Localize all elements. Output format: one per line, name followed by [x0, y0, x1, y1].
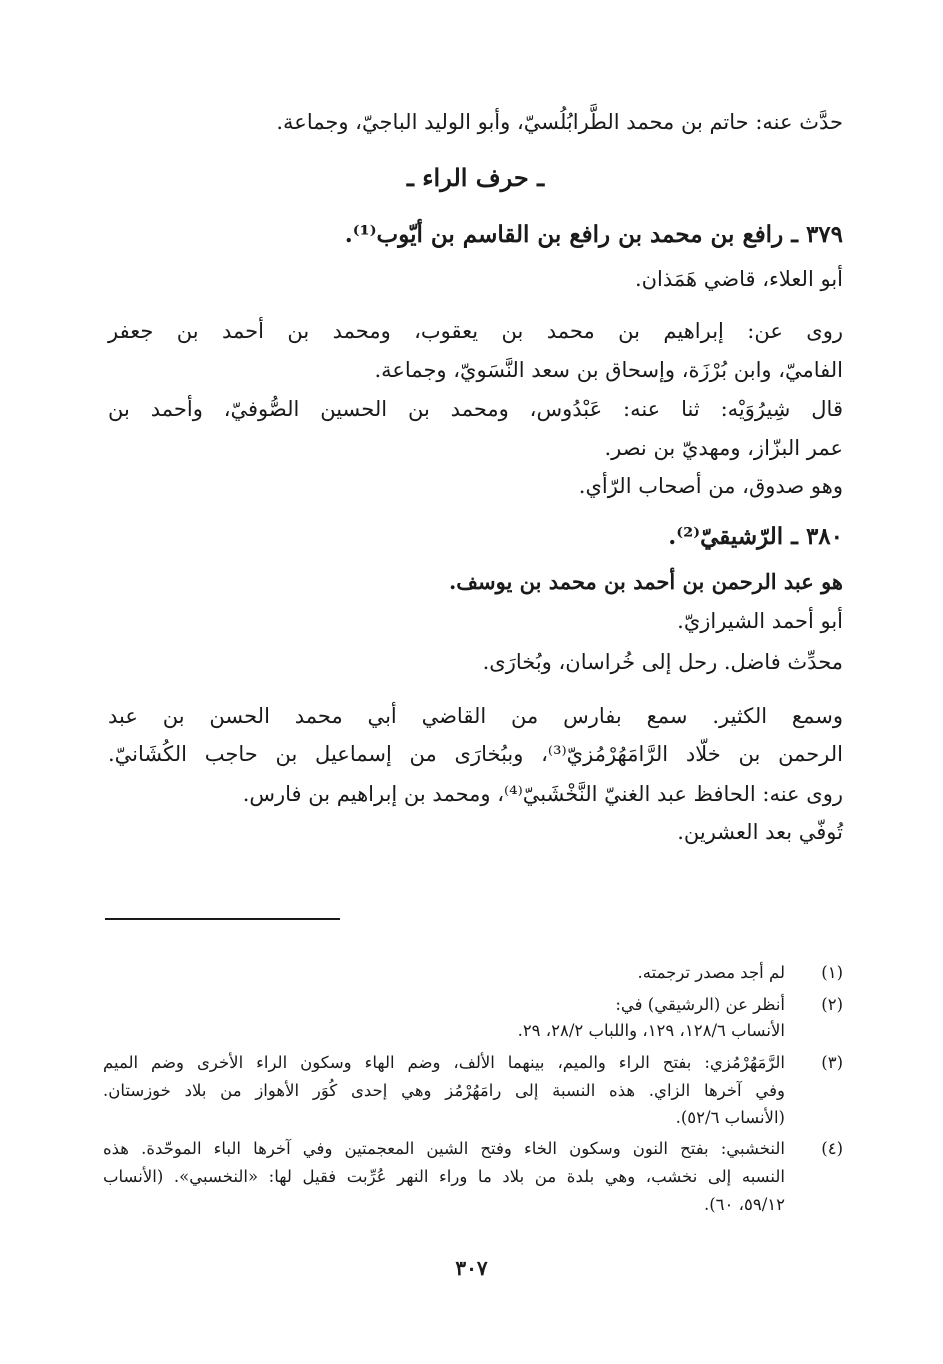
footnote-text: ٥٩/١٢، ٦٠). — [703, 1195, 785, 1214]
footnote-divider — [105, 918, 340, 920]
text-line: محدِّث فاضل. رحل إلى خُراسان، وبُخارَى. — [482, 650, 843, 674]
text-line: روى عن: إبراهيم بن محمد بن يعقوب، ومحمد بن أحمد بن جعفر — [108, 319, 843, 343]
footnote-text: الأنساب ١٢٨/٦، ١٢٩، واللباب ٢٨/٢، ٢٩. — [517, 1021, 785, 1040]
text-line: وهو صدوق، من أصحاب الرّأي. — [578, 474, 843, 498]
text-line: عمر البزّاز، ومهديّ بن نصر. — [604, 436, 843, 460]
footnote-text: النخشبي: بفتح النون وسكون الخاء وفتح الشين المعجمتين وفي آخرها الباء الموحّدة. هذه — [103, 1139, 785, 1158]
footnote-number: (٤) — [821, 1139, 843, 1158]
footnote-number: (١) — [821, 963, 843, 982]
text-line: الفاميّ، وابن بُرْزَة، وإسحاق بن سعد النَّسَويّ، وجماعة. — [374, 358, 843, 382]
footnote-text: النسبه إلى نخشب، وهي بلدة من بلاد ما وراء النهر عُرِّبت فقيل لها: «النخسبي». (الأنساب — [103, 1167, 785, 1186]
entry-title: ٣٧٩ ـ رافع بن محمد بن رافع بن القاسم بن أيّوب⁽¹⁾. — [344, 221, 843, 248]
text-line: أبو أحمد الشيرازيّ. — [677, 609, 843, 633]
text-line: الرحمن بن خلّاد الرَّامَهُرْمُزيّ⁽³⁾، وببُخارَى من إسماعيل بن حاجب الكُشَانيّ. — [108, 742, 843, 766]
text-line: روى عنه: الحافظ عبد الغنيّ النَّخْشَبيّ⁽⁴⁾، ومحمد بن إبراهيم بن فارس. — [242, 782, 843, 806]
text-line: قال شِيرُوَيْه: ثنا عنه: عَبْدُوس، ومحمد بن الحسين الصُّوفيّ، وأحمد بن — [108, 397, 843, 421]
text-line: وسمع الكثير. سمع بفارس من القاضي أبي محمد الحسن بن عبد — [108, 704, 843, 728]
footnote-number: (٣) — [821, 1053, 843, 1072]
text-line: تُوفّي بعد العشرين. — [677, 820, 843, 844]
entry-name: هو عبد الرحمن بن أحمد بن محمد بن يوسف. — [448, 569, 843, 594]
footnote-text: أنظر عن (الرشيقي) في: — [615, 995, 785, 1014]
text-line: أبو العلاء، قاضي هَمَذان. — [634, 267, 843, 291]
section-heading: ـ حرف الراء ـ — [406, 163, 545, 192]
footnote-text: (الأنساب ٥٢/٦). — [675, 1108, 785, 1127]
text-line: حدَّث عنه: حاتم بن محمد الطَّرابُلُسيّ، وأبو الوليد الباجيّ، وجماعة. — [276, 110, 843, 134]
footnote-number: (٢) — [821, 995, 843, 1014]
entry-title: ٣٨٠ ـ الرّشيقيّ⁽²⁾. — [668, 523, 843, 550]
footnote-text: لم أجد مصدر ترجمته. — [637, 963, 785, 982]
page-number: ٣٠٧ — [455, 1256, 488, 1280]
footnote-text: وفي آخرها الزاي. هذه النسبة إلى رامَهُرْمُز وهي إحدى كُوَر الأهواز من بلاد خوزستان. — [103, 1081, 785, 1100]
footnote-text: الرَّمَهُرْمُزي: بفتح الراء والميم، بينهما الألف، وضم الهاء وسكون الراء الأخرى وضم الميم — [103, 1053, 785, 1072]
